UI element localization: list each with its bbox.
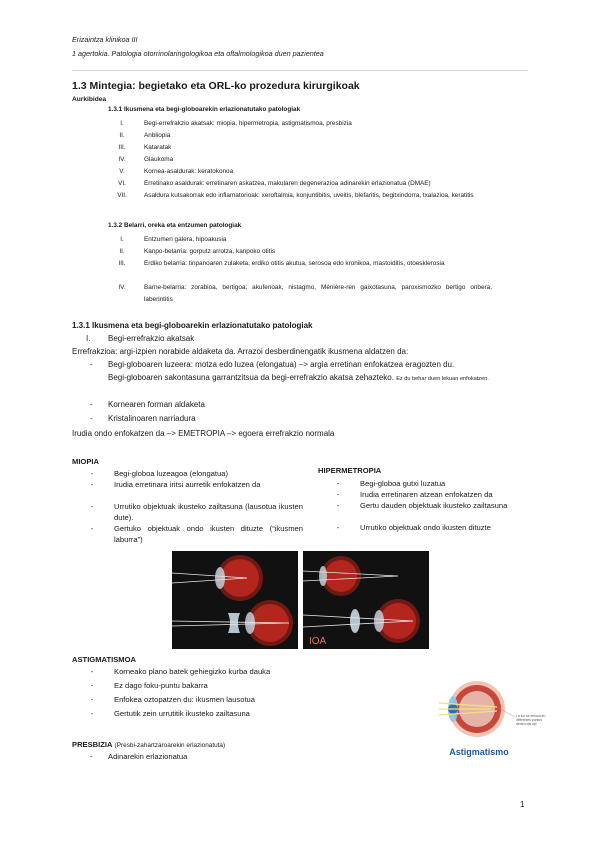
- bullet-dash: -: [336, 501, 340, 510]
- refraction-intro: Errefrakzioa: argi-izpien norabide aldaketa da. Arrazoi desberdinengatik ikusmena aldatzen da:: [72, 347, 409, 356]
- page-title: 1.3 Mintegia: begietako eta ORL-ko prozedura kirurgikoak: [72, 80, 360, 92]
- toc-heading: Aurkibidea: [72, 96, 107, 103]
- bullet-dash: -: [90, 752, 93, 761]
- list-item-continued: [108, 372, 528, 385]
- page-number: 1: [520, 800, 525, 809]
- toc-item-text: Anbliopia: [144, 132, 171, 139]
- subject-header: 1 agertokia. Patologia otorrinolaringologikoa eta oftalmologikoa duen pazientea: [72, 49, 324, 58]
- figure-watermark: IOA: [309, 636, 327, 647]
- subsection-heading: Begi-errefrakzio akatsak: [108, 334, 195, 343]
- list-item-text: Gertutik zein urrutitik ikusteko zailtasuna: [114, 709, 250, 718]
- list-item-text: Begi-globoaren sakontasuna garrantzitsua da begi-errefrakzio akatsa zehazteko.: [108, 373, 394, 382]
- header-divider: [72, 70, 528, 71]
- toc-item-number: III.: [118, 144, 126, 151]
- bullet-dash: -: [90, 667, 94, 676]
- figure-note-line: La luz se enfoca en: [516, 714, 546, 718]
- miopia-title: MIOPIA: [72, 457, 100, 466]
- toc-item-number: II.: [119, 132, 125, 139]
- list-item-text: Begi-globoa luzeagoa (elongatua): [114, 469, 228, 478]
- list-item: Kornearen forman aldaketa: [108, 400, 205, 409]
- list-item-text: Ez dago foku-puntu bakarra: [114, 681, 208, 690]
- astigmatismo-title: ASTIGMATISMOA: [72, 655, 136, 664]
- toc-item-text: Barne-belarria: zorabioa, bertigoa, akufenoak, nistagmo, Ménière-ren gaixotasuna, paroxismozko bertigo onbera, laberintitis: [144, 284, 492, 303]
- toc-item-number: VII.: [117, 192, 127, 199]
- miopia-list: [88, 468, 303, 558]
- bullet-dash: -: [90, 709, 94, 718]
- bullet-dash: -: [336, 523, 340, 532]
- course-header: Erizaintza klinikoa III: [72, 35, 138, 44]
- toc-item-number: I.: [120, 120, 124, 127]
- list-item-text: Korneako plano batek gehiegizko kurba dauka: [114, 667, 271, 676]
- toc-item-text: Erdiko belarria: tinpanoaren zulaketa, erdiko otitis akutua, serosoa edo kronikoa, mastoiditis, otoesklerosia: [144, 260, 445, 267]
- toc-item-number: II.: [119, 248, 125, 255]
- bullet-dash: -: [90, 360, 93, 369]
- list-item-note: Ez du behar duen lekuan enfokatzen.: [396, 376, 489, 382]
- myopia-eye-figure: [172, 551, 298, 649]
- list-item-text: Gertuko objektuak ondo ikusten dituzte (“ikusmen laburra”): [114, 524, 303, 544]
- section-heading: 1.3.1 Ikusmena eta begi-globoarekin erlazionatutako patologiak: [72, 321, 313, 330]
- list-item-text: Urrutiko objektuak ikusteko zailtasuna (lausotua ikusten dute).: [114, 502, 303, 522]
- list-item: Kristalinoaren narriadura: [108, 414, 196, 423]
- presbizia-heading: [72, 740, 225, 749]
- hipermetropia-list: [334, 478, 528, 548]
- astigmatism-eye-figure: [431, 677, 546, 765]
- toc-item-number: V.: [119, 168, 125, 175]
- presbizia-note: (Presbi-zahartzaroarekin erlazionatuta): [114, 742, 226, 749]
- toc-item-text: Begi-errefrakzio akatsak: miopia, hipermetropia, astigmatismoa, presbizia: [144, 120, 352, 127]
- bullet-dash: -: [90, 502, 94, 511]
- figure-note-line: diferentes puntos: [516, 718, 543, 722]
- figure-caption: Astigmatismo: [449, 747, 509, 757]
- toc-item-number: IV.: [118, 284, 126, 291]
- subsection-number: I.: [86, 334, 91, 343]
- bullet-dash: -: [336, 479, 340, 488]
- bullet-dash: -: [90, 695, 94, 704]
- table-of-contents: [108, 106, 528, 318]
- bullet-dash: -: [90, 681, 94, 690]
- toc-section-1-title: 1.3.1 Ikusmena eta begi-globoarekin erlazionatutako patologiak: [108, 106, 301, 113]
- bullet-dash: -: [336, 490, 340, 499]
- toc-item-text: Glaukoma: [144, 156, 174, 163]
- toc-section-2-title: 1.3.2 Belarri, oreka eta entzumen patologiak: [108, 222, 242, 229]
- list-item-text: Irudia erretinaren atzean enfokatzen da: [360, 490, 493, 499]
- toc-item-number: III.: [118, 260, 126, 267]
- list-item-text: Irudia erretinara iritsi aurretik enfokatzen da: [114, 480, 261, 489]
- toc-item-number: IV.: [118, 156, 126, 163]
- bullet-dash: -: [90, 400, 93, 409]
- bullet-dash: -: [90, 469, 94, 478]
- toc-item-number: I.: [120, 236, 124, 243]
- bullet-dash: -: [90, 414, 93, 423]
- bullet-dash: -: [90, 524, 94, 533]
- list-item: Begi-globoaren luzeera: motza edo luzea (elongatua) –> argia erretinan enfokatzea eragozten du.: [108, 360, 455, 369]
- presbizia-title: PRESBIZIA: [72, 740, 113, 749]
- toc-item-text: Asaldura kutsakorrak edo inflamatorioak: xeroftalmia, konjuntibitis, uveitis, blefaritis, begitxindorra, txalazioa, keratitis: [144, 192, 474, 199]
- emetropia-line: Irudia ondo enfokatzen da –> EMETROPIA –> egoera errefrakzio normala: [72, 429, 335, 438]
- list-item-text: Begi-globoa gutxi luzatua: [360, 479, 446, 488]
- toc-item-text: Kataratak: [144, 144, 172, 151]
- toc-item-text: Kanpo-belarria: gorputz arrotza, kanpoko otitis: [144, 248, 276, 255]
- toc-item-text: Kornea-asaldurak: keratokonoa: [144, 168, 234, 175]
- hipermetropia-title: HIPERMETROPIA: [318, 466, 382, 475]
- list-item-text: Urrutiko objektuak ondo ikusten dituzte: [360, 523, 491, 532]
- toc-item-number: VI.: [118, 180, 126, 187]
- toc-item-text: Entzumen galera, hipoakusia: [144, 236, 227, 243]
- list-item-text: Enfokea oztopatzen du: ikusmen lausotua: [114, 695, 255, 704]
- hyperopia-eye-figure: [303, 551, 429, 649]
- figure-note-line: dentro del ojo: [516, 722, 537, 726]
- list-item-text: Gertu dauden objektuak ikusteko zailtasuna: [360, 501, 508, 510]
- convex-lens-icon: [350, 609, 360, 633]
- bullet-dash: -: [90, 480, 94, 489]
- toc-item-text: Erretinako asaldurak: erretinaren askatzea, makularen degenerazioa adinarekin erlazionatua (DMAE): [144, 180, 431, 187]
- list-item: Adinarekin erlazionatua: [108, 752, 188, 761]
- astigmatismo-list: [88, 666, 418, 726]
